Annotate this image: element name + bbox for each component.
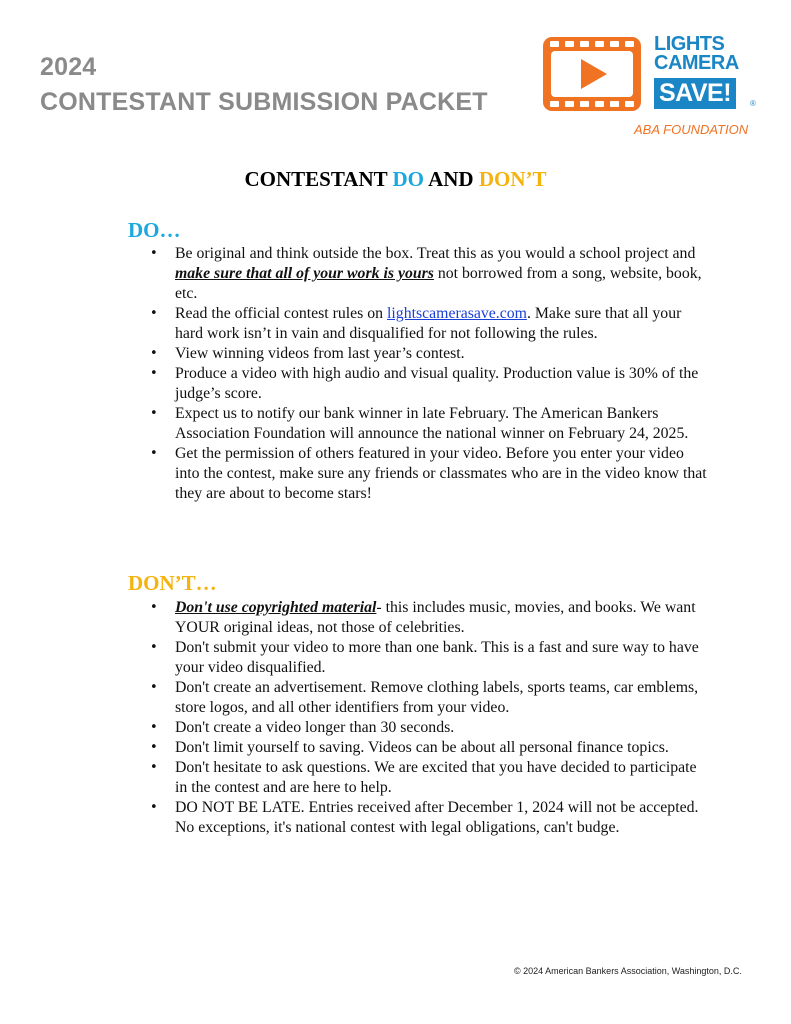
- footer-copyright: © 2024 American Bankers Association, Washington, D.C.: [514, 966, 742, 976]
- lights-camera-save-logo: [543, 35, 758, 140]
- film-play-icon: [543, 37, 641, 111]
- dont-item-4: • Don't create a video longer than 30 seconds.: [148, 718, 708, 738]
- do-list: [148, 244, 708, 504]
- do-item-1-post: not borrowed from a song, website, book, etc.: [175, 265, 702, 302]
- header-title: CONTESTANT SUBMISSION PACKET: [40, 88, 488, 116]
- dont-item-6: • Don't hesitate to ask questions. We are excited that you have decided to participate in the contest and are here to help.: [148, 758, 708, 798]
- do-item-1-emphasis: make sure that all of your work is yours: [175, 265, 434, 282]
- do-item-5: • Expect us to notify our bank winner in late February. The American Bankers Association Foundation will announce the national winner on February 24, 2025.: [148, 404, 708, 444]
- page-title: [0, 167, 791, 192]
- title-do: DO: [392, 167, 424, 191]
- do-item-1: [148, 244, 708, 304]
- logo-line-lights: LIGHTS: [654, 33, 725, 55]
- do-item-4: • Produce a video with high audio and visual quality. Production value is 30% of the judge’s score.: [148, 364, 708, 404]
- dont-item-1-emphasis: Don't use copyrighted material: [175, 599, 377, 616]
- do-heading: DO…: [128, 218, 181, 242]
- do-item-2: [148, 304, 708, 344]
- contest-rules-link[interactable]: lightscamerasave.com: [387, 305, 527, 322]
- do-item-2-pre: Read the official contest rules on: [175, 305, 388, 322]
- header-year: 2024: [40, 53, 97, 81]
- dont-item-5: • Don't limit yourself to saving. Videos can be about all personal finance topics.: [148, 738, 708, 758]
- do-item-1-pre: Be original and think outside the box. Treat this as you would a school project and: [175, 245, 696, 262]
- do-item-3: • View winning videos from last year’s contest.: [148, 344, 708, 364]
- logo-foundation-text: ABA FOUNDATION: [634, 122, 749, 137]
- dont-heading: DON’T…: [128, 571, 217, 595]
- dont-item-1-post: - this includes music, movies, and books. We want YOUR original ideas, not those of celebrities.: [175, 599, 696, 636]
- dont-item-3: • Don't create an advertisement. Remove clothing labels, sports teams, car emblems, store logos, and all other identifiers from your video.: [148, 678, 708, 718]
- dont-list: [148, 598, 708, 838]
- logo-wordmark: [654, 35, 739, 73]
- logo-line-camera: CAMERA: [654, 52, 739, 74]
- dont-item-2: • Don't submit your video to more than one bank. This is a fast and sure way to have your video disqualified.: [148, 638, 708, 678]
- dont-item-1: [148, 598, 708, 638]
- dont-item-7: • DO NOT BE LATE. Entries received after December 1, 2024 will not be accepted. No exceptions, it's national contest with legal obligations, can't budge.: [148, 798, 708, 838]
- title-part-1: CONTESTANT: [244, 167, 393, 191]
- logo-registered-mark: ®: [750, 99, 756, 108]
- do-item-2-post: . Make sure that all your hard work isn’t in vain and disqualified for not following the rules.: [175, 305, 682, 342]
- title-dont: DON’T: [478, 167, 547, 191]
- title-part-2: AND: [424, 167, 479, 191]
- packet-header: [40, 50, 488, 120]
- logo-line-save: SAVE!: [654, 78, 736, 109]
- do-item-6: • Get the permission of others featured in your video. Before you enter your video into the contest, make sure any friends or classmates who are in the video know that they are about to become stars!: [148, 444, 708, 504]
